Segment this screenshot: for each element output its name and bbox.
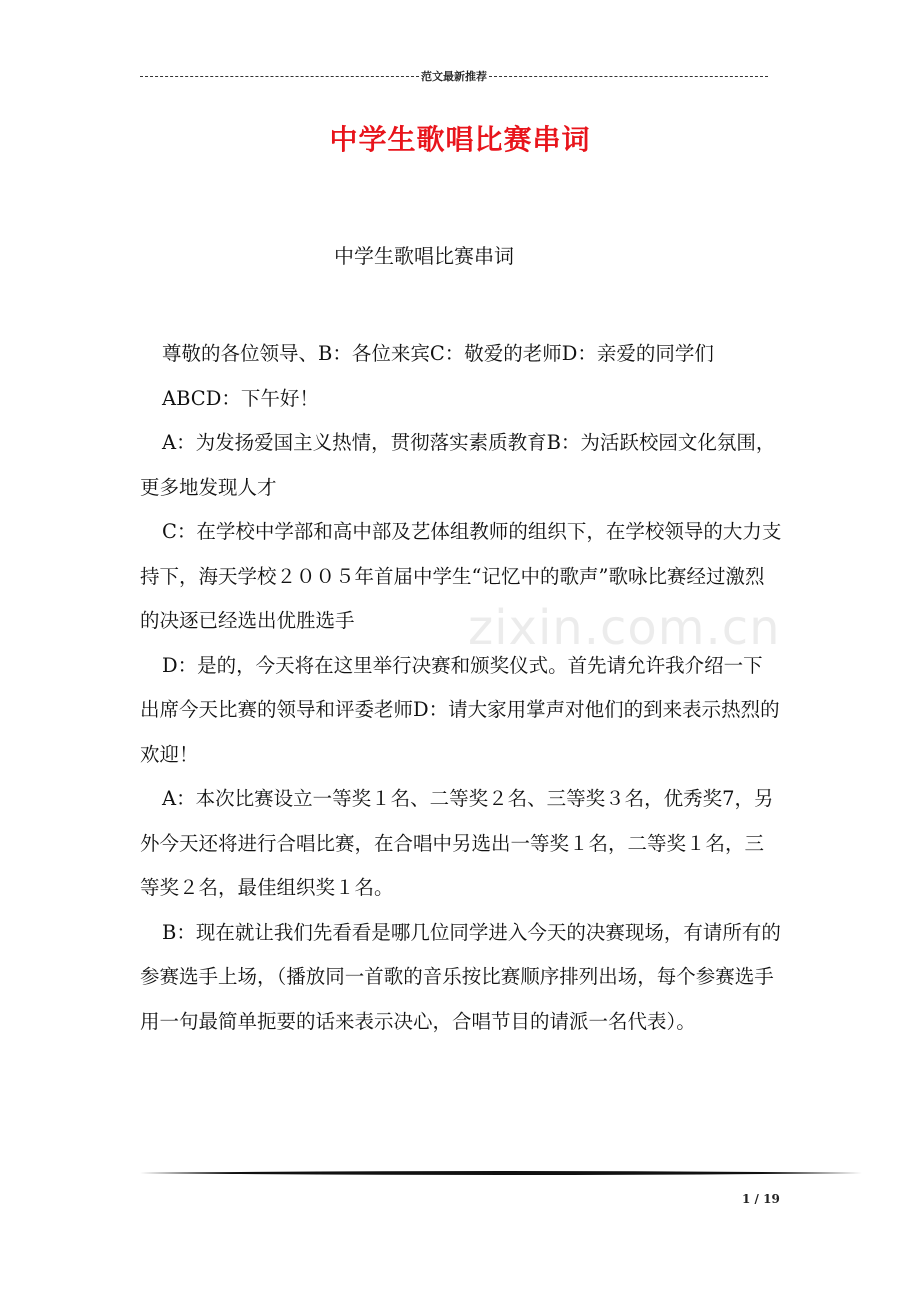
paragraph-contestants: B：现在就让我们先看看是哪几位同学进入今天的决赛现场，有请所有的参赛选手上场，（播放同一首歌的音乐按比赛顺序排列出场，每个参赛选手用一句最简单扼要的话来表示决心，合唱节目的请派一名代表）。	[140, 920, 781, 1033]
header-dash-right	[489, 76, 768, 77]
paragraph-awards: A：本次比赛设立一等奖１名、二等奖２名、三等奖３名，优秀奖7，另外今天还将进行合唱比赛，在合唱中另选出一等奖１名，二等奖１名，三等奖２名，最佳组织奖１名。	[140, 787, 774, 899]
document-title: 中学生歌唱比赛串词	[329, 123, 591, 156]
paragraph-background: C：在学校中学部和高中部及艺体组教师的组织下，在学校领导的大力支持下，海天学校２００５年首届中学生“记忆中的歌声”歌咏比赛经过激烈的决逐已经选出优胜选手	[140, 520, 782, 632]
document-body	[140, 332, 782, 1044]
header-label: 范文最新推荐	[421, 70, 487, 83]
paragraph-greeting: 尊敬的各位领导、B：各位来宾C：敬爱的老师D：亲爱的同学们	[162, 342, 714, 365]
page-header	[140, 66, 768, 86]
footer-rule	[140, 1170, 862, 1176]
document-subtitle: 中学生歌唱比赛串词	[334, 244, 514, 268]
paragraph-introduction: D：是的，今天将在这里举行决赛和颁奖仪式。首先请允许我介绍一下出席今天比赛的领导和评委老师D：请大家用掌声对他们的到来表示热烈的欢迎！	[140, 653, 780, 766]
paragraph-hello: ABCD：下午好！	[162, 386, 319, 410]
watermark: zixin.com.cn	[468, 600, 781, 656]
header-dash-left	[140, 76, 419, 77]
page-number: 1 / 19	[742, 1192, 780, 1206]
paragraph-purpose: A：为发扬爱国主义热情，贯彻落实素质教育B：为活跃校园文化氛围，更多地发现人才	[140, 431, 776, 499]
